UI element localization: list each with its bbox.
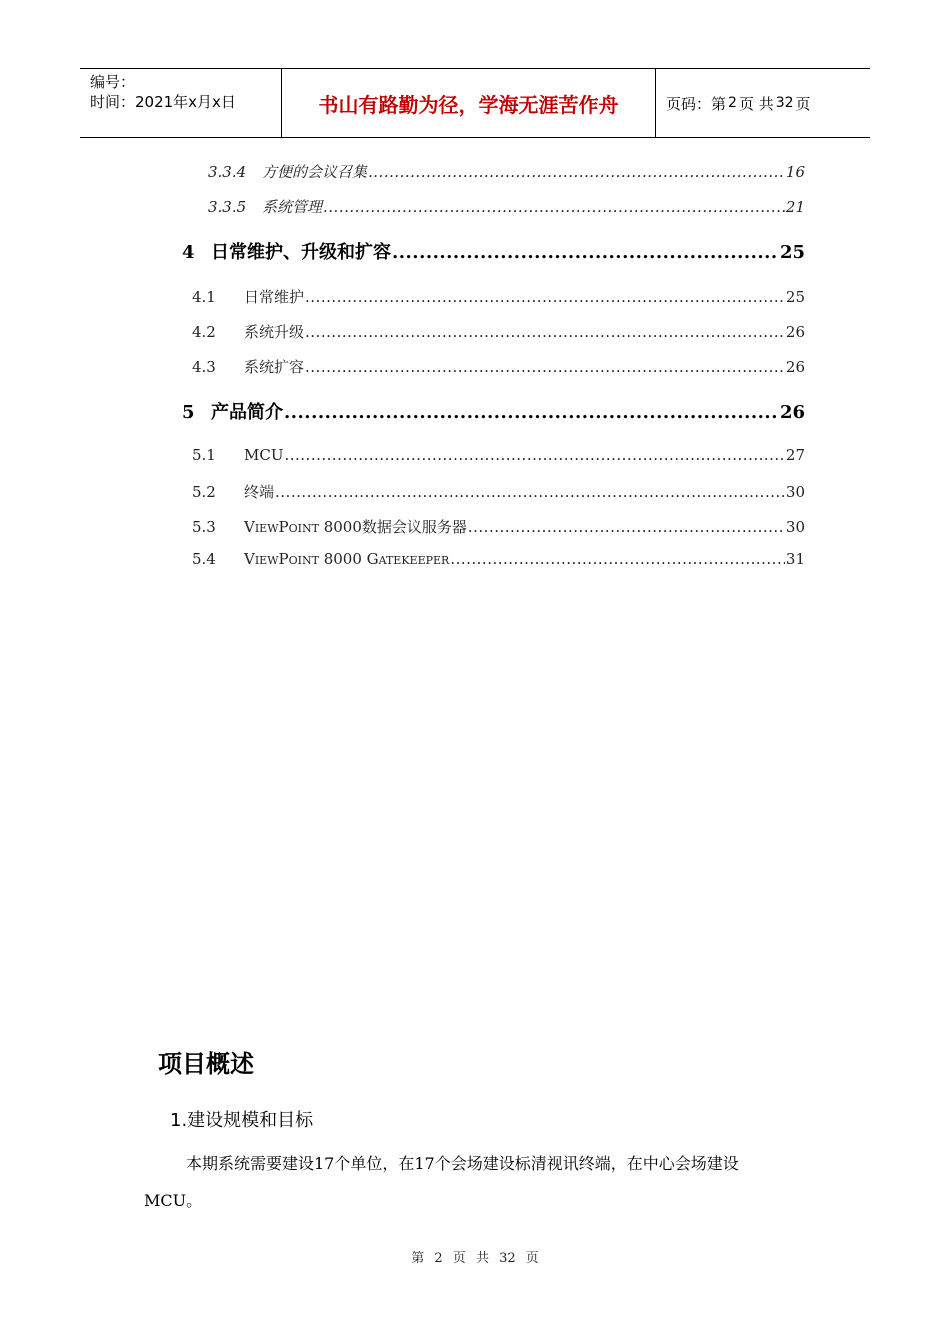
toc-page: 21 <box>785 198 805 216</box>
header-page-prefix: 页码：第 <box>666 94 727 113</box>
toc-title: ViewPoint 8000数据会议服务器 <box>244 518 467 536</box>
toc-leader <box>305 288 785 306</box>
toc-entry-5-4[interactable] <box>192 550 805 568</box>
toc-number: 5.2 <box>192 483 216 501</box>
body-paragraph-line-2: MCU。 <box>144 1191 203 1210</box>
header-number-label: 编号： <box>90 73 136 91</box>
toc-leader <box>284 446 784 464</box>
toc-number: 4.2 <box>192 323 216 341</box>
footer-word: 页 <box>525 1251 539 1266</box>
toc-page: 25 <box>779 242 805 263</box>
page-footer <box>0 1247 950 1266</box>
toc-leader <box>392 242 779 263</box>
toc-title: MCU <box>244 446 284 464</box>
header-page-info <box>656 69 870 137</box>
toc-entry-4-3[interactable] <box>192 356 805 377</box>
footer-page-total: 32 <box>499 1251 516 1266</box>
toc-title: 系统管理 <box>262 198 323 216</box>
toc-title: 日常维护、升级和扩容 <box>211 242 391 263</box>
footer-page-current: 2 <box>434 1251 443 1266</box>
toc-leader <box>275 483 785 501</box>
toc-page: 26 <box>779 402 805 423</box>
toc-title: 方便的会议召集 <box>262 163 368 181</box>
header-page-current: 2 <box>728 95 737 111</box>
footer-word: 第 <box>411 1251 425 1266</box>
footer-word: 页 <box>452 1251 466 1266</box>
toc-leader <box>305 323 785 341</box>
toc-page: 30 <box>785 483 805 501</box>
toc-number: 5.3 <box>192 518 216 536</box>
toc-title: 产品简介 <box>211 402 283 423</box>
footer-word: 共 <box>475 1251 489 1266</box>
toc-number: 4 <box>182 242 195 263</box>
toc-page: 16 <box>785 163 805 181</box>
toc-number: 4.1 <box>192 288 216 306</box>
toc-entry-3-3-5[interactable] <box>208 196 805 217</box>
toc-leader <box>368 163 785 181</box>
subsection-heading: 1.建设规模和目标 <box>170 1110 314 1131</box>
toc-entry-4-2[interactable] <box>192 321 805 342</box>
toc-page: 30 <box>785 518 805 536</box>
toc-number: 4.3 <box>192 358 216 376</box>
toc-leader <box>468 518 785 536</box>
header-meta <box>80 69 281 137</box>
toc-leader <box>305 358 785 376</box>
page-header <box>80 68 870 138</box>
header-motto: 书山有路勤为径，学海无涯苦作舟 <box>281 69 656 137</box>
toc-entry-3-3-4[interactable] <box>208 161 805 182</box>
toc-title: 系统扩容 <box>244 358 305 376</box>
toc-leader <box>284 402 779 423</box>
toc-entry-5-1[interactable] <box>192 446 805 464</box>
header-page-total: 32 <box>775 95 794 111</box>
toc-number: 5.1 <box>192 446 216 464</box>
toc-number: 3.3.4 <box>208 163 247 181</box>
toc-entry-5-2[interactable] <box>192 481 805 502</box>
header-page-mid: 页 共 <box>738 94 774 113</box>
toc-entry-4[interactable] <box>182 238 805 264</box>
toc-entry-5[interactable] <box>182 398 805 424</box>
toc-page: 26 <box>785 358 805 376</box>
toc-entry-4-1[interactable] <box>192 286 805 307</box>
toc-page: 27 <box>785 446 805 464</box>
toc-page: 26 <box>785 323 805 341</box>
toc-page: 31 <box>785 550 805 568</box>
header-date-label: 时间：2021年x月x日 <box>90 93 236 111</box>
section-heading: 项目概述 <box>158 1050 254 1078</box>
toc-leader <box>450 550 785 568</box>
header-page-suffix: 页 <box>795 94 811 113</box>
body-paragraph-line-1: 本期系统需要建设17个单位，在17个会场建设标清视讯终端，在中心会场建设 <box>186 1154 739 1173</box>
toc-title: 系统升级 <box>244 323 305 341</box>
toc-number: 5.4 <box>192 550 216 568</box>
toc-entry-5-3[interactable] <box>192 516 805 537</box>
toc-title: 终端 <box>244 483 275 501</box>
toc-leader <box>323 198 785 216</box>
toc-page: 25 <box>785 288 805 306</box>
toc-number: 5 <box>182 402 195 423</box>
toc-title: 日常维护 <box>244 288 305 306</box>
toc-title: ViewPoint 8000 Gatekeeper <box>244 550 450 568</box>
toc-number: 3.3.5 <box>208 198 247 216</box>
